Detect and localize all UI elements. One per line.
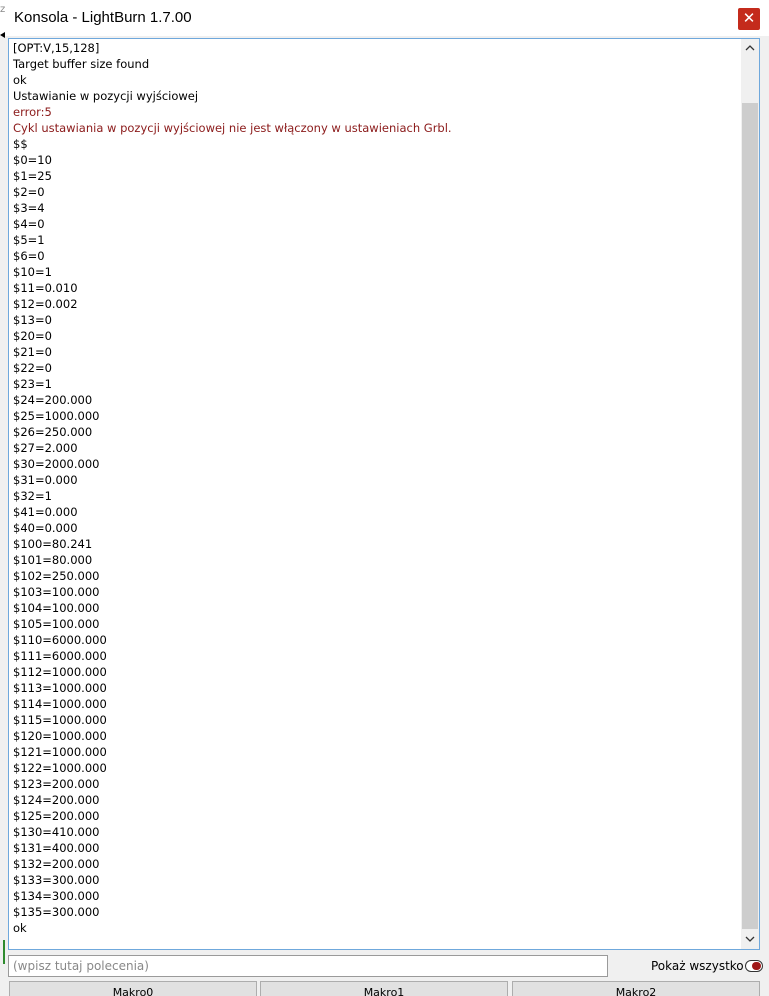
console-line: $110=6000.000: [13, 633, 107, 647]
console-line: $41=0.000: [13, 505, 78, 519]
console-line: $100=80.241: [13, 537, 93, 551]
console-line: $132=200.000: [13, 857, 100, 871]
console-line: $1=25: [13, 169, 52, 183]
console-line: $2=0: [13, 185, 45, 199]
console-line: $25=1000.000: [13, 409, 100, 423]
console-line: $5=1: [13, 233, 45, 247]
console-line: $31=0.000: [13, 473, 78, 487]
console-line: $124=200.000: [13, 793, 100, 807]
console-line: $134=300.000: [13, 889, 100, 903]
console-log: [13, 40, 738, 936]
macro0-button[interactable]: Makro0: [9, 981, 257, 996]
console-line: $103=100.000: [13, 585, 100, 599]
console-line: $$: [13, 137, 28, 151]
console-line: $121=1000.000: [13, 745, 107, 759]
console-line: $13=0: [13, 313, 52, 327]
console-output[interactable]: [8, 38, 760, 950]
svg-text:z: z: [0, 4, 6, 15]
macro2-button[interactable]: Makro2: [512, 981, 760, 996]
console-line: $22=0: [13, 361, 52, 375]
console-error-line: error:5: [13, 105, 52, 119]
scroll-down-button[interactable]: [741, 931, 759, 949]
console-line: $23=1: [13, 377, 52, 391]
console-line: $104=100.000: [13, 601, 100, 615]
console-line: $3=4: [13, 201, 45, 215]
console-line: $30=2000.000: [13, 457, 100, 471]
console-line: $135=300.000: [13, 905, 100, 919]
console-line: $6=0: [13, 249, 45, 263]
console-line: $11=0.010: [13, 281, 78, 295]
console-line: Target buffer size found: [13, 57, 150, 71]
console-line: $101=80.000: [13, 553, 93, 567]
window-title: Konsola - LightBurn 1.7.00: [14, 9, 192, 26]
title-bar[interactable]: [0, 0, 769, 36]
console-line: [OPT:V,15,128]: [13, 41, 100, 55]
console-line: $133=300.000: [13, 873, 100, 887]
macro1-button[interactable]: Makro1: [260, 981, 508, 996]
console-line: $131=400.000: [13, 841, 100, 855]
console-line: $20=0: [13, 329, 52, 343]
command-input[interactable]: [8, 955, 608, 977]
console-line: Ustawianie w pozycji wyjściowej: [13, 89, 199, 103]
console-line: $21=0: [13, 345, 52, 359]
console-line: $12=0.002: [13, 297, 78, 311]
close-button[interactable]: [738, 8, 760, 30]
close-icon: ✕: [742, 10, 756, 27]
console-line: $10=1: [13, 265, 52, 279]
console-line: $122=1000.000: [13, 761, 107, 775]
console-line: $4=0: [13, 217, 45, 231]
console-line: $24=200.000: [13, 393, 93, 407]
console-line: $102=250.000: [13, 569, 100, 583]
console-line: ok: [13, 73, 27, 87]
console-line: $0=10: [13, 153, 52, 167]
console-line: $111=6000.000: [13, 649, 107, 663]
console-line: ok: [13, 921, 27, 935]
background-window-edge: [0, 0, 8, 996]
console-line: $123=200.000: [13, 777, 100, 791]
scroll-up-button[interactable]: [741, 39, 759, 57]
console-line: $32=1: [13, 489, 52, 503]
console-line: $105=100.000: [13, 617, 100, 631]
scroll-thumb[interactable]: [742, 103, 758, 929]
console-line: $125=200.000: [13, 809, 100, 823]
console-line: $112=1000.000: [13, 665, 107, 679]
chevron-up-icon: [745, 44, 755, 51]
console-line: $120=1000.000: [13, 729, 107, 743]
console-line: $26=250.000: [13, 425, 93, 439]
chevron-down-icon: [745, 936, 755, 943]
console-line: $40=0.000: [13, 521, 78, 535]
console-line: $130=410.000: [13, 825, 100, 839]
vertical-scrollbar[interactable]: [741, 39, 759, 949]
console-line: $115=1000.000: [13, 713, 107, 727]
toggle-knob: [752, 962, 761, 970]
console-line: $114=1000.000: [13, 697, 107, 711]
console-line: $113=1000.000: [13, 681, 107, 695]
show-all-label: Pokaż wszystko: [651, 959, 744, 973]
show-all-toggle[interactable]: [745, 960, 763, 972]
console-error-line: Cykl ustawiania w pozycji wyjściowej nie jest włączony w ustawieniach Grbl.: [13, 121, 452, 135]
console-line: $27=2.000: [13, 441, 78, 455]
